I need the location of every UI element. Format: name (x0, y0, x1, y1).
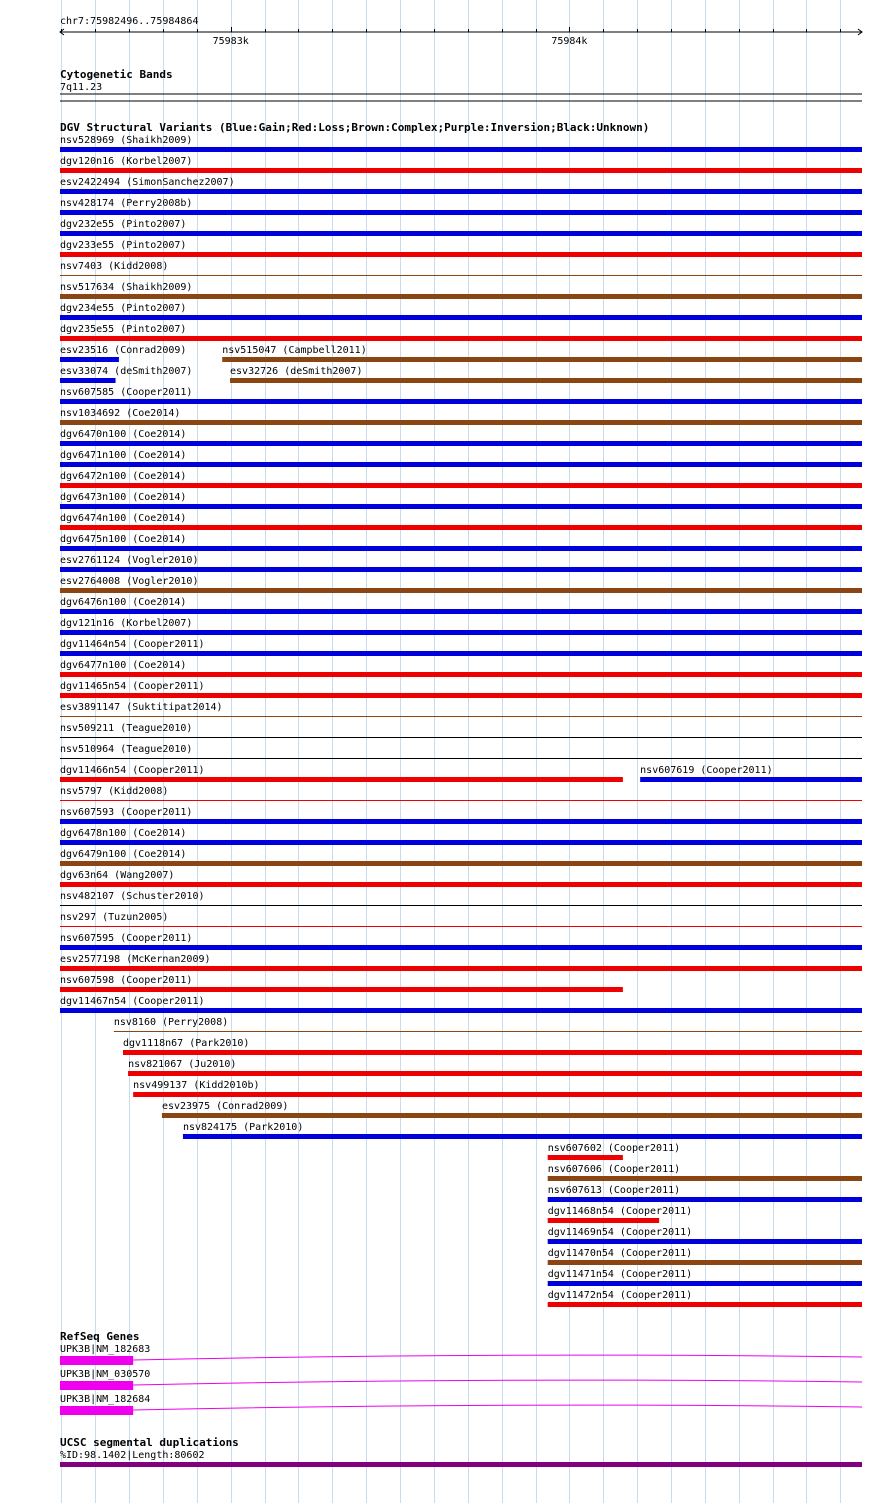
dgv-item-label: dgv11464n54 (Cooper2011) (60, 639, 205, 650)
dgv-item-label: nsv515047 (Campbell2011) (222, 345, 367, 356)
dgv-variant-bar (60, 1008, 862, 1013)
dgv-item-label: esv33074 (deSmith2007) (60, 366, 193, 377)
dgv-item-label: nsv528969 (Shaikh2009) (60, 135, 193, 146)
dgv-variant-bar (548, 1176, 862, 1181)
ruler-position: chr7:75982496..75984864 (60, 16, 199, 27)
dgv-item-label: esv23975 (Conrad2009) (161, 1101, 289, 1112)
dgv-item-label: nsv1034692 (Coe2014) (60, 408, 181, 419)
dgv-item-label: esv2422494 (SimonSanchez2007) (60, 177, 235, 188)
dgv-item-label: nsv428174 (Perry2008b) (60, 198, 193, 209)
dgv-variant-bar (548, 1218, 659, 1223)
dgv-variant-bar (60, 231, 862, 236)
dgv-variant-bar (60, 315, 862, 320)
refseq-gene-label: UPK3B|NM_030570 (60, 1369, 151, 1380)
dgv-variant-bar (60, 147, 862, 152)
dgv-variant-bar (60, 609, 862, 614)
refseq-intron-line (133, 1380, 862, 1385)
dgv-item-label: esv3891147 (Suktitipat2014) (60, 702, 223, 713)
dgv-item-label: dgv234e55 (Pinto2007) (60, 303, 187, 314)
dgv-variant-bar (60, 462, 862, 467)
dgv-item-label: nsv607613 (Cooper2011) (547, 1185, 681, 1196)
dgv-variant-bar (60, 399, 862, 404)
dgv-item-label: nsv5797 (Kidd2008) (60, 786, 169, 797)
dgv-item-label: dgv121n16 (Korbel2007) (60, 618, 193, 629)
refseq-intron-line (133, 1405, 862, 1410)
dgv-variant-bar (60, 546, 862, 551)
dgv-variant-bar (60, 672, 862, 677)
dgv-variant-bar (60, 987, 623, 992)
dgv-item-label: dgv232e55 (Pinto2007) (60, 219, 187, 230)
dgv-variant-bar (548, 1302, 862, 1307)
dgv-variant-bar (60, 210, 862, 215)
dgv-item-label: dgv6472n100 (Coe2014) (60, 471, 187, 482)
dgv-variant-bar (60, 483, 862, 488)
dgv-item-label: nsv517634 (Shaikh2009) (60, 282, 193, 293)
refseq-track-title: RefSeq Genes (60, 1330, 140, 1343)
segdup-track (60, 1436, 862, 1467)
segdup-track-title: UCSC segmental duplications (60, 1436, 239, 1449)
dgv-item-label: dgv6479n100 (Coe2014) (60, 849, 187, 860)
dgv-variant-bar (60, 966, 862, 971)
cytoband-track (60, 68, 862, 101)
dgv-item-label: nsv510964 (Teague2010) (60, 744, 193, 755)
dgv-variant-line (60, 758, 862, 759)
dgv-item-label: dgv11468n54 (Cooper2011) (547, 1206, 693, 1217)
dgv-item-label: nsv607593 (Cooper2011) (60, 807, 193, 818)
dgv-variant-bar (60, 336, 862, 341)
segdup-bar (60, 1462, 862, 1467)
dgv-variant-bar (133, 1092, 862, 1097)
dgv-item-label: nsv499137 (Kidd2010b) (133, 1080, 260, 1091)
dgv-item-label: dgv235e55 (Pinto2007) (60, 324, 187, 335)
refseq-gene-label: UPK3B|NM_182684 (60, 1394, 151, 1405)
dgv-item-label: dgv120n16 (Korbel2007) (60, 156, 193, 167)
dgv-item-label: dgv11467n54 (Cooper2011) (60, 996, 205, 1007)
dgv-variant-bar (548, 1239, 862, 1244)
dgv-item-label: esv32726 (deSmith2007) (230, 366, 363, 377)
dgv-variant-bar (60, 504, 862, 509)
dgv-variant-bar (60, 441, 862, 446)
dgv-variant-bar (60, 651, 862, 656)
refseq-items (60, 1344, 862, 1415)
dgv-variant-bar (128, 1071, 862, 1076)
dgv-item-label: dgv6477n100 (Coe2014) (60, 660, 187, 671)
ruler-tick-label: 75983k (212, 36, 249, 47)
dgv-item-label: dgv1118n67 (Park2010) (122, 1038, 250, 1049)
dgv-variant-bar (183, 1134, 862, 1139)
dgv-item-label: nsv607598 (Cooper2011) (60, 975, 193, 986)
ruler-ticks (62, 27, 841, 47)
dgv-variant-bar (60, 525, 862, 530)
dgv-item-label: dgv11469n54 (Cooper2011) (547, 1227, 693, 1238)
dgv-variant-line (60, 905, 862, 906)
cytoband-track-title: Cytogenetic Bands (60, 68, 173, 81)
dgv-item-label: dgv6474n100 (Coe2014) (60, 513, 187, 524)
dgv-item-label: dgv6475n100 (Coe2014) (60, 534, 187, 545)
dgv-variant-line (60, 737, 862, 738)
refseq-exon (60, 1381, 133, 1390)
dgv-item-label: esv2577198 (McKernan2009) (60, 954, 211, 965)
dgv-variant-bar (548, 1197, 862, 1202)
dgv-variant-bar (60, 567, 862, 572)
dgv-item-label: nsv821067 (Ju2010) (128, 1059, 237, 1070)
dgv-variant-bar (548, 1260, 862, 1265)
dgv-item-label: nsv297 (Tuzun2005) (60, 912, 169, 923)
dgv-item-label: nsv509211 (Teague2010) (60, 723, 193, 734)
dgv-item-label: nsv607602 (Cooper2011) (547, 1143, 681, 1154)
dgv-item-label: dgv6478n100 (Coe2014) (60, 828, 187, 839)
dgv-variant-bar (548, 1281, 862, 1286)
segdup-item-label: %ID:98.1402|Length:80602 (60, 1450, 205, 1461)
dgv-item-label: esv23516 (Conrad2009) (60, 345, 187, 356)
dgv-item-label: dgv11466n54 (Cooper2011) (60, 765, 205, 776)
dgv-variant-bar (640, 777, 862, 782)
dgv-variant-bar (548, 1155, 623, 1160)
dgv-item-label: dgv63n64 (Wang2007) (60, 870, 175, 881)
dgv-variant-bar (60, 630, 862, 635)
dgv-item-label: dgv11472n54 (Cooper2011) (547, 1290, 693, 1301)
dgv-item-label: esv2764008 (Vogler2010) (60, 576, 199, 587)
dgv-variant-bar (60, 861, 862, 866)
dgv-item-label: dgv233e55 (Pinto2007) (60, 240, 187, 251)
refseq-intron-line (133, 1355, 862, 1360)
dgv-variant-line (114, 1031, 862, 1032)
dgv-item-label: nsv607595 (Cooper2011) (60, 933, 193, 944)
dgv-variant-bar (162, 1113, 862, 1118)
dgv-variant-bar (60, 693, 862, 698)
dgv-variant-bar (60, 840, 862, 845)
dgv-item-label: dgv6473n100 (Coe2014) (60, 492, 187, 503)
dgv-variant-bar (60, 777, 623, 782)
dgv-variant-line (60, 716, 862, 717)
dgv-variant-bar (60, 420, 862, 425)
dgv-variant-bar (60, 189, 862, 194)
cytoband-label: 7q11.23 (60, 82, 103, 93)
dgv-item-label: nsv607606 (Cooper2011) (547, 1164, 681, 1175)
dgv-variant-bar (222, 357, 862, 362)
refseq-gene-label: UPK3B|NM_182683 (60, 1344, 151, 1355)
dgv-item-label: esv2761124 (Vogler2010) (60, 555, 199, 566)
dgv-variant-bar (60, 357, 119, 362)
dgv-track (60, 121, 862, 1307)
dgv-item-label: dgv6476n100 (Coe2014) (60, 597, 187, 608)
dgv-variant-line (60, 926, 862, 927)
dgv-item-label: dgv6471n100 (Coe2014) (60, 450, 187, 461)
dgv-variant-line (60, 800, 862, 801)
dgv-variant-bar (60, 252, 862, 257)
dgv-variant-bar (60, 294, 862, 299)
dgv-items (60, 135, 862, 1307)
dgv-item-label: nsv8160 (Perry2008) (113, 1017, 229, 1028)
dgv-variant-bar (60, 882, 862, 887)
dgv-variant-bar (60, 588, 862, 593)
dgv-variant-bar (123, 1050, 862, 1055)
dgv-item-label: nsv482107 (Schuster2010) (60, 891, 205, 902)
ruler-tick-label: 75984k (551, 36, 588, 47)
dgv-variant-bar (60, 945, 862, 950)
dgv-item-label: nsv607619 (Cooper2011) (640, 765, 773, 776)
dgv-item-label: dgv11465n54 (Cooper2011) (60, 681, 205, 692)
refseq-exon (60, 1356, 133, 1365)
dgv-item-label: nsv607585 (Cooper2011) (60, 387, 193, 398)
dgv-variant-bar (60, 819, 862, 824)
dgv-track-title: DGV Structural Variants (Blue:Gain;Red:Loss;Brown:Complex;Purple:Inversion;Black:Unknown) (60, 121, 650, 134)
dgv-variant-line (60, 275, 862, 276)
dgv-variant-bar (60, 168, 862, 173)
ruler-track (60, 16, 862, 47)
dgv-variant-bar (60, 378, 116, 383)
dgv-item-label: dgv6470n100 (Coe2014) (60, 429, 187, 440)
refseq-track (60, 1330, 862, 1415)
refseq-exon (60, 1406, 133, 1415)
dgv-item-label: dgv11471n54 (Cooper2011) (547, 1269, 693, 1280)
dgv-item-label: nsv7403 (Kidd2008) (60, 261, 169, 272)
dgv-item-label: dgv11470n54 (Cooper2011) (547, 1248, 693, 1259)
dgv-item-label: nsv824175 (Park2010) (182, 1122, 304, 1133)
dgv-variant-bar (230, 378, 862, 383)
